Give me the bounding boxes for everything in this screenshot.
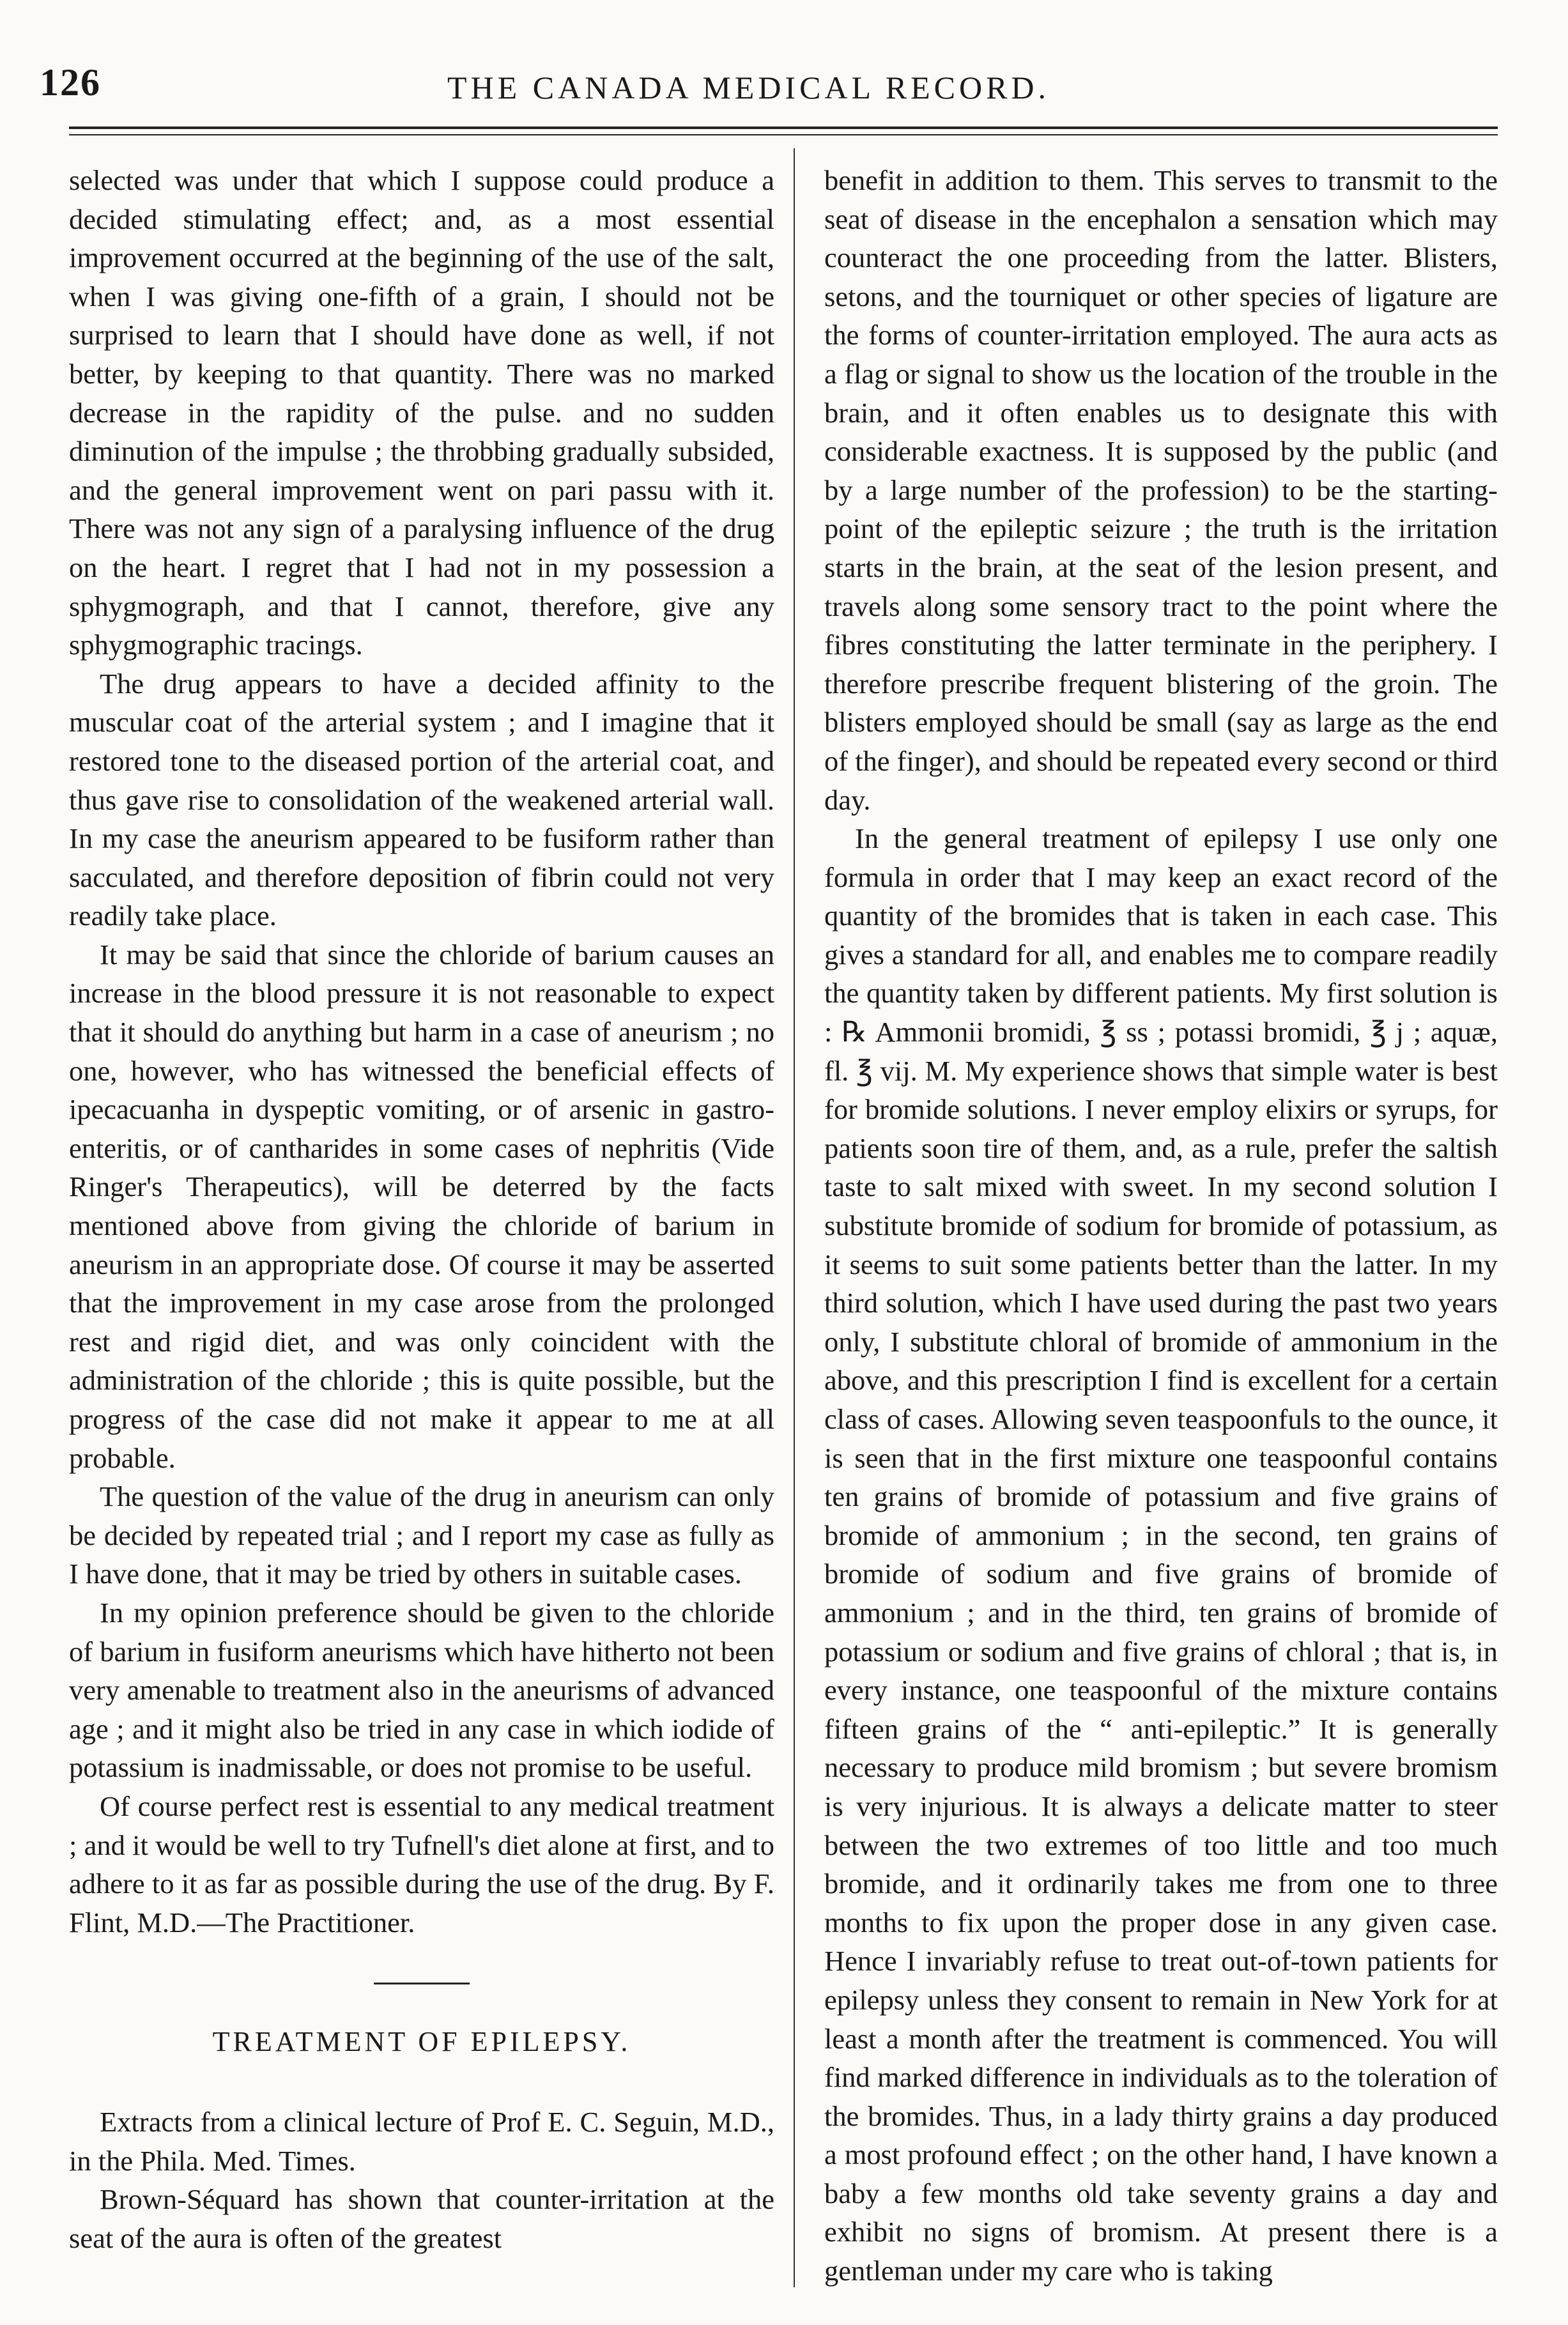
header-rule-thick <box>69 127 1498 129</box>
left-paragraph-5: In my opinion preference should be given to the chloride of barium in fusiform aneurisms which have hitherto not been very amenable to treatment also in the aneurisms of advanced age ; and it might also be tried in any case in which iodide of potassium is inadmissable, or does not promise to be useful. <box>69 1596 774 1784</box>
right-column <box>824 161 1498 2290</box>
section-paragraph-1: Brown-Séquard has shown that counter-irritation at the seat of the aura is often of the greatest <box>69 2183 774 2254</box>
left-paragraph-1: selected was under that which I suppose could produce a decided stimulating effect; and, as a most essential improvement occurred at the beginning of the use of the salt, when I was giving one-fifth of a grain, I should not be surprised to learn that I should have done as well, if not better, by keeping to that quantity. There was no marked decrease in the rapidity of the pulse. and no sudden diminution of the impulse ; the throbbing gradually subsided, and the general improvement went on pari passu with it. There was not any sign of a paralysing influence of the drug on the heart. I regret that I had not in my possession a sphygmograph, and that I cannot, therefore, give any sphygmographic tracings. <box>69 164 774 661</box>
page-number: 126 <box>40 61 101 104</box>
running-head: THE CANADA MEDICAL RECORD. <box>447 70 1050 105</box>
left-paragraph-2: The drug appears to have a decided affinity to the muscular coat of the arterial system ; and I imagine that it restored tone to the diseased portion of the arterial coat, and thus gave rise to consolidation of the weakened arterial wall. In my case the aneurism appeared to be fusiform rather than sacculated, and therefore deposition of fibrin could not very readily take place. <box>69 667 774 932</box>
left-column <box>69 161 774 2257</box>
column-divider <box>794 148 795 2287</box>
header-rule-thin <box>69 134 1498 135</box>
left-paragraph-6: Of course perfect rest is essential to any medical treatment ; and it would be well to try Tufnell's diet alone at first, and to adhere to it as far as possible during the use of the drug. By F. Flint, M.D.—The Practitioner. <box>69 1790 774 1938</box>
right-paragraph-2: In the general treatment of epilepsy I use only one formula in order that I may keep an exact record of the quantity of the bromides that is taken in each case. This gives a standard for all, and enables me to compare readily the quantity taken by different patients. My first solution is : ℞ Ammonii bromidi, ℥ ss ; potassi bromidi, ℥ j ; aquæ, fl. ℥ vij. M. My experience shows that simple water is best for bromide solutions. I never employ elixirs or syrups, for patients soon tire of them, and, as a rule, prefer the saltish taste to salt mixed with sweet. In my second solution I substitute bromide of sodium for bromide of potassium, as it seems to suit some patients better than the latter. In my third solution, which I have used during the past two years only, I substitute chloral of bromide of ammonium in the above, and this prescription I find is excellent for a certain class of cases. Allowing seven teaspoonfuls to the ounce, it is seen that in the first mixture one teaspoonful contains ten grains of bromide of potassium and five grains of bromide of ammonium ; in the second, ten grains of bromide of sodium and five grains of bromide of ammonium ; and in the third, ten grains of bromide of potassium or sodium and five grains of chloral ; that is, in every instance, one teaspoonful of the mixture contains fifteen grains of the “ anti-epileptic.” It is generally necessary to produce mild bromism ; but severe bromism is very injurious. It is always a delicate matter to steer between the two extremes of too little and too much bromide, and it ordinarily takes me from one to three months to fix upon the proper dose in any given case. Hence I invariably refuse to treat out-of-town patients for epilepsy unless they consent to remain in New York for at least a month after the treatment is commenced. You will find marked difference in individuals as to the toleration of the bromides. Thus, in a lady thirty grains a day produced a most profound effect ; on the other hand, I have known a baby a few months old take seventy grains a day and exhibit no signs of bromism. At present there is a gentleman under my care who is taking <box>824 822 1498 2287</box>
section-intro: Extracts from a clinical lecture of Prof E. C. Seguin, M.D., in the Phila. Med. Times. <box>69 2105 774 2177</box>
section-divider-rule <box>374 1983 470 1984</box>
left-paragraph-4: The question of the value of the drug in aneurism can only be decided by repeated trial ; and I report my case as fully as I have done, that it may be tried by others in suitable cases. <box>69 1480 774 1590</box>
right-paragraph-1: benefit in addition to them. This serves to transmit to the seat of disease in the encephalon a sensation which may counteract the one proceeding from the latter. Blisters, setons, and the tourniquet or other species of ligature are the forms of counter-irritation employed. The aura acts as a flag or signal to show us the location of the trouble in the brain, and it often enables us to designate this with considerable exactness. It is supposed by the public (and by a large number of the profession) to be the starting-point of the epileptic seizure ; the truth is the irritation starts in the brain, at the seat of the lesion present, and travels along some sensory tract to the point where the fibres constituting the latter terminate in the periphery. I therefore prescribe frequent blistering of the groin. The blisters employed should be small (say as large as the end of the finger), and should be repeated every second or third day. <box>824 164 1498 816</box>
section-title: TREATMENT OF EPILEPSY. <box>212 2026 631 2058</box>
left-paragraph-3: It may be said that since the chloride of barium causes an increase in the blood pressure it is not reasonable to expect that it should do anything but harm in a case of aneurism ; no one, however, who has witnessed the beneficial effects of ipecacuanha in dyspeptic vomiting, or of arsenic in gastro-enteritis, or of cantharides in some cases of nephritis (Vide Ringer's Therapeutics), will be deterred by the facts mentioned above from giving the chloride of barium in aneurism in an appropriate dose. Of course it may be asserted that the improvement in my case arose from the prolonged rest and rigid diet, and was only coincident with the administration of the chloride ; this is quite possible, but the progress of the case did not make it appear to me at all probable. <box>69 938 774 1474</box>
